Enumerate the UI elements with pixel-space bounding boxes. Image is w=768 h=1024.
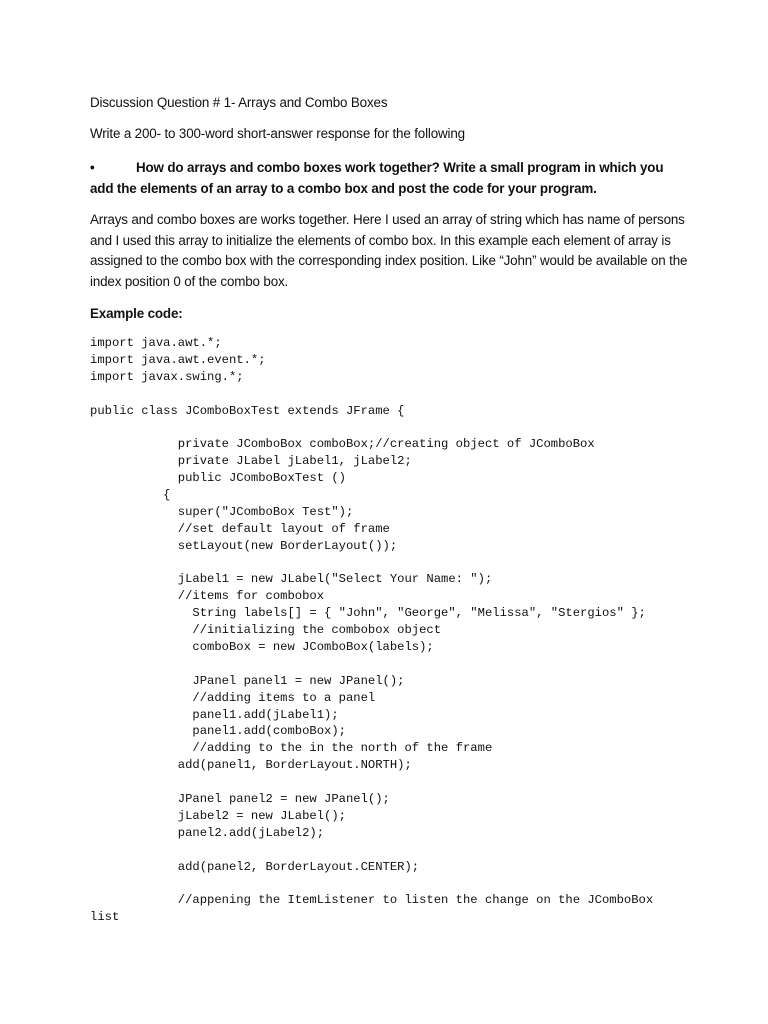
code-line: comboBox = new JComboBox(labels);: [90, 640, 434, 655]
code-line: import java.awt.*;: [90, 336, 222, 350]
code-line: //adding to the in the north of the frame: [90, 741, 493, 756]
code-line: setLayout(new BorderLayout());: [90, 538, 398, 553]
code-line: //set default layout of frame: [90, 521, 390, 536]
code-line: //adding items to a panel: [90, 690, 376, 705]
code-line: private JLabel jLabel1, jLabel2;: [90, 454, 412, 469]
code-line: //appening the ItemListener to listen the change on the JComboBox: [90, 893, 654, 908]
code-line: [90, 419, 690, 436]
bullet-marker: •: [90, 160, 95, 175]
code-line: {: [90, 488, 171, 503]
code-line: JPanel panel1 = new JPanel();: [90, 673, 405, 688]
code-line: import java.awt.event.*;: [90, 352, 266, 367]
code-line: //initializing the combobox object: [90, 623, 442, 638]
code-line: import javax.swing.*;: [90, 369, 244, 384]
code-line: [90, 555, 690, 572]
code-line: [90, 656, 690, 673]
code-line: String labels[] = { "John", "George", "Melissa", "Stergios" };: [90, 606, 646, 621]
assignment-instruction: Write a 200- to 300-word short-answer response for the following: [90, 126, 465, 141]
code-line: JPanel panel2 = new JPanel();: [90, 792, 390, 807]
code-line: list: [90, 910, 120, 925]
code-line: [90, 842, 690, 859]
code-line: add(panel1, BorderLayout.NORTH);: [90, 758, 412, 773]
code-line: jLabel1 = new JLabel("Select Your Name: ");: [90, 572, 493, 587]
code-line: [90, 774, 690, 791]
document-title: Discussion Question # 1- Arrays and Combo Boxes: [90, 95, 388, 110]
code-line: panel1.add(jLabel1);: [90, 707, 339, 722]
code-line: jLabel2 = new JLabel();: [90, 808, 346, 823]
answer-paragraph: Arrays and combo boxes are works together. Here I used an array of string which has name of persons and I used this array to initialize the elements of combo box. In this example each element of array is assigned to the combo box with the corresponding index position. Like “John” would be available on the index position 0 of the combo box.: [90, 212, 688, 289]
code-line: add(panel2, BorderLayout.CENTER);: [90, 859, 420, 874]
code-line: public class JComboBoxTest extends JFrame {: [90, 403, 405, 418]
example-code-label: Example code:: [90, 306, 183, 321]
code-block: [90, 335, 690, 926]
discussion-question: [90, 158, 690, 199]
code-line: panel1.add(comboBox);: [90, 724, 346, 739]
code-line: public JComboBoxTest (): [90, 471, 346, 486]
code-line: [90, 876, 690, 893]
code-line: panel2.add(jLabel2);: [90, 825, 325, 840]
code-line: [90, 386, 690, 403]
question-text: How do arrays and combo boxes work together? Write a small program in which you add the elements of an array to a combo box and post the code for your program.: [90, 160, 664, 196]
code-line: super("JComboBox Test");: [90, 504, 354, 519]
code-line: //items for combobox: [90, 589, 325, 604]
code-line: private JComboBox comboBox;//creating object of JComboBox: [90, 437, 595, 452]
